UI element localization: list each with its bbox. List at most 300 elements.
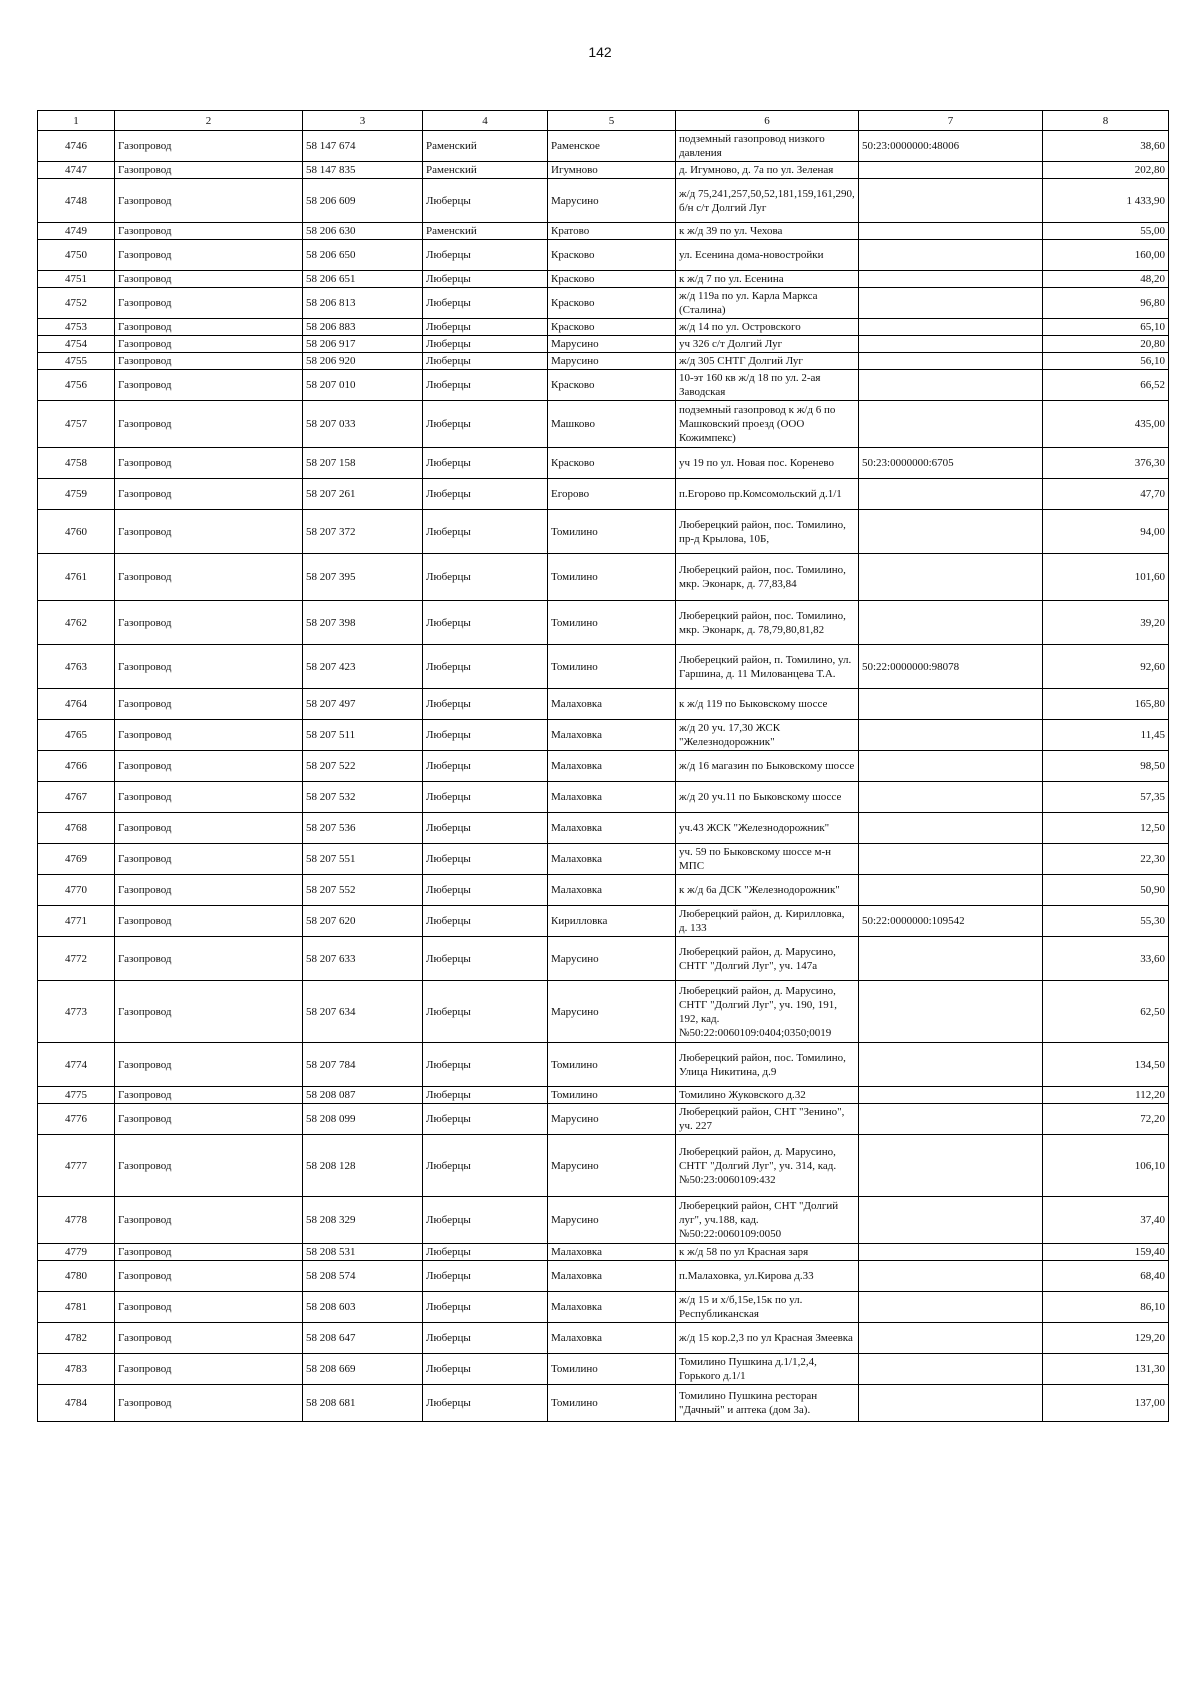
cell-object-type: Газопровод bbox=[115, 875, 303, 906]
cell-address: ж/д 75,241,257,50,52,181,159,161,290, б/н с/т Долгий Луг bbox=[676, 179, 859, 223]
cell-locality: Томилино bbox=[548, 1385, 676, 1422]
cell-inventory-number: 58 207 536 bbox=[303, 813, 423, 844]
cell-cadastral-number bbox=[859, 223, 1043, 240]
cell-cadastral-number bbox=[859, 813, 1043, 844]
cell-address: к ж/д 6а ДСК "Железнодорожник" bbox=[676, 875, 859, 906]
cell-length: 55,30 bbox=[1043, 906, 1169, 937]
cell-district: Люберцы bbox=[423, 448, 548, 479]
header-cell-6: 6 bbox=[676, 111, 859, 131]
cell-district: Люберцы bbox=[423, 1323, 548, 1354]
cell-inventory-number: 58 207 261 bbox=[303, 479, 423, 510]
cell-locality: Красково bbox=[548, 448, 676, 479]
cell-locality: Марусино bbox=[548, 179, 676, 223]
cell-district: Люберцы bbox=[423, 601, 548, 645]
cell-address: ж/д 119а по ул. Карла Маркса (Сталина) bbox=[676, 288, 859, 319]
cell-length: 48,20 bbox=[1043, 271, 1169, 288]
cell-locality: Машково bbox=[548, 401, 676, 448]
cell-cadastral-number bbox=[859, 401, 1043, 448]
cell-row-number: 4746 bbox=[38, 131, 115, 162]
cell-locality: Кратово bbox=[548, 223, 676, 240]
table-row bbox=[38, 813, 1169, 844]
cell-locality: Томилино bbox=[548, 554, 676, 601]
cell-row-number: 4770 bbox=[38, 875, 115, 906]
cell-address: ул. Есенина дома-новостройки bbox=[676, 240, 859, 271]
cell-cadastral-number bbox=[859, 336, 1043, 353]
cell-row-number: 4775 bbox=[38, 1087, 115, 1104]
table-row bbox=[38, 370, 1169, 401]
table-row bbox=[38, 131, 1169, 162]
cell-locality: Томилино bbox=[548, 1354, 676, 1385]
cell-locality: Красково bbox=[548, 240, 676, 271]
cell-inventory-number: 58 147 835 bbox=[303, 162, 423, 179]
cell-cadastral-number bbox=[859, 1261, 1043, 1292]
cell-locality: Томилино bbox=[548, 1043, 676, 1087]
cell-district: Люберцы bbox=[423, 906, 548, 937]
table-row bbox=[38, 1261, 1169, 1292]
cell-object-type: Газопровод bbox=[115, 336, 303, 353]
cell-locality: Марусино bbox=[548, 1197, 676, 1244]
cell-inventory-number: 58 206 917 bbox=[303, 336, 423, 353]
cell-length: 12,50 bbox=[1043, 813, 1169, 844]
cell-object-type: Газопровод bbox=[115, 645, 303, 689]
table-row bbox=[38, 271, 1169, 288]
cell-inventory-number: 58 208 329 bbox=[303, 1197, 423, 1244]
table-body bbox=[38, 131, 1169, 1422]
registry-table bbox=[37, 110, 1169, 1422]
table-row bbox=[38, 1087, 1169, 1104]
cell-object-type: Газопровод bbox=[115, 1323, 303, 1354]
cell-inventory-number: 58 207 532 bbox=[303, 782, 423, 813]
cell-cadastral-number bbox=[859, 844, 1043, 875]
cell-row-number: 4754 bbox=[38, 336, 115, 353]
cell-object-type: Газопровод bbox=[115, 401, 303, 448]
cell-district: Люберцы bbox=[423, 240, 548, 271]
cell-length: 57,35 bbox=[1043, 782, 1169, 813]
cell-district: Люберцы bbox=[423, 479, 548, 510]
table-row bbox=[38, 510, 1169, 554]
cell-cadastral-number: 50:23:0000000:6705 bbox=[859, 448, 1043, 479]
cell-address: Люберецкий район, пос. Томилино, мкр. Эконарк, д. 77,83,84 bbox=[676, 554, 859, 601]
cell-inventory-number: 58 207 551 bbox=[303, 844, 423, 875]
cell-length: 101,60 bbox=[1043, 554, 1169, 601]
cell-row-number: 4780 bbox=[38, 1261, 115, 1292]
cell-address: Люберецкий район, СНТ "Долгий луг", уч.188, кад.№50:22:0060109:0050 bbox=[676, 1197, 859, 1244]
header-row bbox=[38, 111, 1169, 131]
cell-address: подземный газопровод к ж/д 6 по Машковский проезд (ООО Кожимпекс) bbox=[676, 401, 859, 448]
cell-district: Раменский bbox=[423, 162, 548, 179]
cell-district: Люберцы bbox=[423, 844, 548, 875]
page-number: 142 bbox=[588, 44, 612, 60]
cell-district: Люберцы bbox=[423, 981, 548, 1043]
cell-address: к ж/д 58 по ул Красная заря bbox=[676, 1244, 859, 1261]
table-row bbox=[38, 240, 1169, 271]
cell-inventory-number: 58 207 784 bbox=[303, 1043, 423, 1087]
cell-district: Люберцы bbox=[423, 271, 548, 288]
cell-district: Люберцы bbox=[423, 288, 548, 319]
cell-address: Люберецкий район, д. Марусино, СНТГ "Долгий Луг", уч. 147а bbox=[676, 937, 859, 981]
cell-inventory-number: 58 207 423 bbox=[303, 645, 423, 689]
cell-object-type: Газопровод bbox=[115, 223, 303, 240]
cell-object-type: Газопровод bbox=[115, 1261, 303, 1292]
cell-row-number: 4771 bbox=[38, 906, 115, 937]
cell-row-number: 4763 bbox=[38, 645, 115, 689]
header-cell-2: 2 bbox=[115, 111, 303, 131]
cell-cadastral-number: 50:22:0000000:98078 bbox=[859, 645, 1043, 689]
cell-locality: Томилино bbox=[548, 601, 676, 645]
cell-address: ж/д 20 уч. 17,30 ЖСК "Железнодорожник" bbox=[676, 720, 859, 751]
cell-locality: Красково bbox=[548, 370, 676, 401]
cell-length: 160,00 bbox=[1043, 240, 1169, 271]
cell-length: 55,00 bbox=[1043, 223, 1169, 240]
cell-cadastral-number bbox=[859, 1244, 1043, 1261]
cell-cadastral-number bbox=[859, 1354, 1043, 1385]
cell-address: ж/д 15 кор.2,3 по ул Красная Змеевка bbox=[676, 1323, 859, 1354]
cell-length: 22,30 bbox=[1043, 844, 1169, 875]
cell-inventory-number: 58 207 398 bbox=[303, 601, 423, 645]
cell-object-type: Газопровод bbox=[115, 782, 303, 813]
cell-cadastral-number bbox=[859, 271, 1043, 288]
table-row bbox=[38, 336, 1169, 353]
cell-locality: Томилино bbox=[548, 1087, 676, 1104]
table-row bbox=[38, 1292, 1169, 1323]
cell-inventory-number: 58 208 099 bbox=[303, 1104, 423, 1135]
cell-inventory-number: 58 208 603 bbox=[303, 1292, 423, 1323]
table-row bbox=[38, 906, 1169, 937]
cell-inventory-number: 58 206 920 bbox=[303, 353, 423, 370]
cell-length: 96,80 bbox=[1043, 288, 1169, 319]
cell-length: 39,20 bbox=[1043, 601, 1169, 645]
cell-object-type: Газопровод bbox=[115, 1385, 303, 1422]
cell-row-number: 4752 bbox=[38, 288, 115, 319]
header-cell-3: 3 bbox=[303, 111, 423, 131]
cell-locality: Марусино bbox=[548, 981, 676, 1043]
cell-address: уч.43 ЖСК "Железнодорожник" bbox=[676, 813, 859, 844]
cell-address: ж/д 305 СНТГ Долгий Луг bbox=[676, 353, 859, 370]
cell-object-type: Газопровод bbox=[115, 1244, 303, 1261]
cell-district: Люберцы bbox=[423, 1261, 548, 1292]
cell-inventory-number: 58 207 033 bbox=[303, 401, 423, 448]
cell-locality: Малаховка bbox=[548, 875, 676, 906]
table-row bbox=[38, 1385, 1169, 1422]
cell-object-type: Газопровод bbox=[115, 162, 303, 179]
cell-row-number: 4759 bbox=[38, 479, 115, 510]
cell-locality: Томилино bbox=[548, 645, 676, 689]
cell-length: 47,70 bbox=[1043, 479, 1169, 510]
cell-address: ж/д 15 и х/б,15е,15к по ул. Республиканская bbox=[676, 1292, 859, 1323]
cell-address: Люберецкий район, пос. Томилино, пр-д Крылова, 10Б, bbox=[676, 510, 859, 554]
cell-inventory-number: 58 207 633 bbox=[303, 937, 423, 981]
cell-locality: Раменское bbox=[548, 131, 676, 162]
cell-row-number: 4751 bbox=[38, 271, 115, 288]
table-row bbox=[38, 1197, 1169, 1244]
cell-object-type: Газопровод bbox=[115, 720, 303, 751]
cell-district: Люберцы bbox=[423, 319, 548, 336]
cell-address: подземный газопровод низкого давления bbox=[676, 131, 859, 162]
cell-cadastral-number bbox=[859, 240, 1043, 271]
cell-object-type: Газопровод bbox=[115, 1197, 303, 1244]
cell-length: 65,10 bbox=[1043, 319, 1169, 336]
cell-object-type: Газопровод bbox=[115, 448, 303, 479]
cell-district: Люберцы bbox=[423, 782, 548, 813]
cell-locality: Егорово bbox=[548, 479, 676, 510]
cell-locality: Красково bbox=[548, 319, 676, 336]
cell-inventory-number: 58 207 372 bbox=[303, 510, 423, 554]
cell-address: к ж/д 119 по Быковскому шоссе bbox=[676, 689, 859, 720]
cell-object-type: Газопровод bbox=[115, 1087, 303, 1104]
cell-object-type: Газопровод bbox=[115, 131, 303, 162]
cell-object-type: Газопровод bbox=[115, 240, 303, 271]
cell-district: Люберцы bbox=[423, 1087, 548, 1104]
cell-inventory-number: 58 208 531 bbox=[303, 1244, 423, 1261]
cell-cadastral-number bbox=[859, 981, 1043, 1043]
cell-cadastral-number bbox=[859, 751, 1043, 782]
cell-inventory-number: 58 207 634 bbox=[303, 981, 423, 1043]
cell-object-type: Газопровод bbox=[115, 370, 303, 401]
header-cell-8: 8 bbox=[1043, 111, 1169, 131]
cell-length: 131,30 bbox=[1043, 1354, 1169, 1385]
table-row bbox=[38, 401, 1169, 448]
cell-district: Люберцы bbox=[423, 1197, 548, 1244]
cell-inventory-number: 58 208 681 bbox=[303, 1385, 423, 1422]
cell-length: 72,20 bbox=[1043, 1104, 1169, 1135]
cell-cadastral-number bbox=[859, 1197, 1043, 1244]
cell-address: уч. 59 по Быковскому шоссе м-н МПС bbox=[676, 844, 859, 875]
cell-locality: Марусино bbox=[548, 1104, 676, 1135]
cell-inventory-number: 58 206 630 bbox=[303, 223, 423, 240]
cell-address: п.Егорово пр.Комсомольский д.1/1 bbox=[676, 479, 859, 510]
cell-object-type: Газопровод bbox=[115, 179, 303, 223]
cell-inventory-number: 58 208 087 bbox=[303, 1087, 423, 1104]
cell-inventory-number: 58 207 497 bbox=[303, 689, 423, 720]
cell-length: 50,90 bbox=[1043, 875, 1169, 906]
cell-cadastral-number bbox=[859, 1043, 1043, 1087]
cell-inventory-number: 58 207 522 bbox=[303, 751, 423, 782]
cell-cadastral-number bbox=[859, 875, 1043, 906]
cell-object-type: Газопровод bbox=[115, 1043, 303, 1087]
cell-length: 11,45 bbox=[1043, 720, 1169, 751]
cell-address: ж/д 20 уч.11 по Быковскому шоссе bbox=[676, 782, 859, 813]
cell-cadastral-number bbox=[859, 937, 1043, 981]
cell-object-type: Газопровод bbox=[115, 906, 303, 937]
table-row bbox=[38, 179, 1169, 223]
cell-length: 112,20 bbox=[1043, 1087, 1169, 1104]
cell-district: Люберцы bbox=[423, 875, 548, 906]
cell-cadastral-number bbox=[859, 510, 1043, 554]
table-row bbox=[38, 554, 1169, 601]
cell-address: Люберецкий район, СНТ "Зенино", уч. 227 bbox=[676, 1104, 859, 1135]
cell-row-number: 4773 bbox=[38, 981, 115, 1043]
cell-district: Люберцы bbox=[423, 401, 548, 448]
table-row bbox=[38, 720, 1169, 751]
cell-address: ж/д 14 по ул. Островского bbox=[676, 319, 859, 336]
cell-address: уч 326 с/т Долгий Луг bbox=[676, 336, 859, 353]
cell-district: Люберцы bbox=[423, 1292, 548, 1323]
header-cell-4: 4 bbox=[423, 111, 548, 131]
cell-length: 129,20 bbox=[1043, 1323, 1169, 1354]
cell-object-type: Газопровод bbox=[115, 601, 303, 645]
cell-row-number: 4769 bbox=[38, 844, 115, 875]
table-row bbox=[38, 1244, 1169, 1261]
cell-row-number: 4750 bbox=[38, 240, 115, 271]
cell-cadastral-number bbox=[859, 1135, 1043, 1197]
cell-address: уч 19 по ул. Новая пос. Коренево bbox=[676, 448, 859, 479]
header-cell-7: 7 bbox=[859, 111, 1043, 131]
cell-locality: Кирилловка bbox=[548, 906, 676, 937]
cell-address: Люберецкий район, д. Кирилловка, д. 133 bbox=[676, 906, 859, 937]
cell-address: к ж/д 39 по ул. Чехова bbox=[676, 223, 859, 240]
cell-length: 1 433,90 bbox=[1043, 179, 1169, 223]
cell-length: 376,30 bbox=[1043, 448, 1169, 479]
cell-cadastral-number bbox=[859, 1104, 1043, 1135]
cell-locality: Малаховка bbox=[548, 689, 676, 720]
cell-row-number: 4781 bbox=[38, 1292, 115, 1323]
cell-locality: Томилино bbox=[548, 510, 676, 554]
cell-locality: Марусино bbox=[548, 336, 676, 353]
cell-locality: Малаховка bbox=[548, 1261, 676, 1292]
cell-address: 10-эт 160 кв ж/д 18 по ул. 2-ая Заводская bbox=[676, 370, 859, 401]
cell-locality: Марусино bbox=[548, 937, 676, 981]
cell-object-type: Газопровод bbox=[115, 1135, 303, 1197]
cell-inventory-number: 58 207 620 bbox=[303, 906, 423, 937]
cell-object-type: Газопровод bbox=[115, 1292, 303, 1323]
cell-length: 94,00 bbox=[1043, 510, 1169, 554]
cell-cadastral-number bbox=[859, 162, 1043, 179]
cell-locality: Малаховка bbox=[548, 1323, 676, 1354]
cell-address: Томилино Пушкина ресторан "Дачный" и аптека (дом 3а). bbox=[676, 1385, 859, 1422]
table-row bbox=[38, 875, 1169, 906]
cell-cadastral-number bbox=[859, 1087, 1043, 1104]
cell-object-type: Газопровод bbox=[115, 981, 303, 1043]
cell-row-number: 4772 bbox=[38, 937, 115, 981]
cell-district: Люберцы bbox=[423, 554, 548, 601]
cell-inventory-number: 58 206 883 bbox=[303, 319, 423, 336]
cell-cadastral-number bbox=[859, 1323, 1043, 1354]
cell-length: 62,50 bbox=[1043, 981, 1169, 1043]
cell-address: п.Малаховка, ул.Кирова д.33 bbox=[676, 1261, 859, 1292]
table-row bbox=[38, 751, 1169, 782]
cell-inventory-number: 58 207 158 bbox=[303, 448, 423, 479]
cell-length: 134,50 bbox=[1043, 1043, 1169, 1087]
cell-object-type: Газопровод bbox=[115, 1104, 303, 1135]
header-cell-5: 5 bbox=[548, 111, 676, 131]
cell-object-type: Газопровод bbox=[115, 937, 303, 981]
cell-object-type: Газопровод bbox=[115, 288, 303, 319]
cell-object-type: Газопровод bbox=[115, 1354, 303, 1385]
cell-locality: Марусино bbox=[548, 353, 676, 370]
cell-address: Люберецкий район, д. Марусино, СНТГ "Долгий Луг", уч. 190, 191, 192, кад. №50:22:0060109:0404;0350;0019 bbox=[676, 981, 859, 1043]
cell-address: ж/д 16 магазин по Быковскому шоссе bbox=[676, 751, 859, 782]
cell-locality: Малаховка bbox=[548, 720, 676, 751]
cell-object-type: Газопровод bbox=[115, 479, 303, 510]
table-row bbox=[38, 353, 1169, 370]
table-row bbox=[38, 162, 1169, 179]
cell-district: Люберцы bbox=[423, 1354, 548, 1385]
cell-locality: Марусино bbox=[548, 1135, 676, 1197]
cell-locality: Малаховка bbox=[548, 751, 676, 782]
cell-locality: Малаховка bbox=[548, 813, 676, 844]
table-row bbox=[38, 448, 1169, 479]
cell-inventory-number: 58 207 010 bbox=[303, 370, 423, 401]
cell-cadastral-number bbox=[859, 782, 1043, 813]
cell-cadastral-number bbox=[859, 479, 1043, 510]
cell-object-type: Газопровод bbox=[115, 271, 303, 288]
table-row bbox=[38, 223, 1169, 240]
cell-address: д. Игумново, д. 7а по ул. Зеленая bbox=[676, 162, 859, 179]
cell-row-number: 4765 bbox=[38, 720, 115, 751]
cell-row-number: 4758 bbox=[38, 448, 115, 479]
table-row bbox=[38, 479, 1169, 510]
cell-district: Люберцы bbox=[423, 813, 548, 844]
cell-object-type: Газопровод bbox=[115, 510, 303, 554]
cell-district: Люберцы bbox=[423, 720, 548, 751]
cell-locality: Малаховка bbox=[548, 782, 676, 813]
cell-district: Люберцы bbox=[423, 937, 548, 981]
cell-length: 86,10 bbox=[1043, 1292, 1169, 1323]
cell-inventory-number: 58 208 574 bbox=[303, 1261, 423, 1292]
cell-object-type: Газопровод bbox=[115, 353, 303, 370]
cell-cadastral-number bbox=[859, 179, 1043, 223]
cell-length: 56,10 bbox=[1043, 353, 1169, 370]
cell-length: 137,00 bbox=[1043, 1385, 1169, 1422]
table-row bbox=[38, 1043, 1169, 1087]
cell-length: 159,40 bbox=[1043, 1244, 1169, 1261]
cell-district: Люберцы bbox=[423, 1135, 548, 1197]
cell-district: Люберцы bbox=[423, 179, 548, 223]
table-row bbox=[38, 1354, 1169, 1385]
cell-row-number: 4774 bbox=[38, 1043, 115, 1087]
cell-inventory-number: 58 208 647 bbox=[303, 1323, 423, 1354]
cell-object-type: Газопровод bbox=[115, 844, 303, 875]
cell-inventory-number: 58 207 511 bbox=[303, 720, 423, 751]
cell-address: Люберецкий район, пос. Томилино, мкр. Эконарк, д. 78,79,80,81,82 bbox=[676, 601, 859, 645]
cell-district: Люберцы bbox=[423, 370, 548, 401]
table-row bbox=[38, 1323, 1169, 1354]
cell-length: 165,80 bbox=[1043, 689, 1169, 720]
cell-cadastral-number: 50:23:0000000:48006 bbox=[859, 131, 1043, 162]
cell-row-number: 4764 bbox=[38, 689, 115, 720]
cell-row-number: 4766 bbox=[38, 751, 115, 782]
cell-row-number: 4767 bbox=[38, 782, 115, 813]
cell-address: к ж/д 7 по ул. Есенина bbox=[676, 271, 859, 288]
table-row bbox=[38, 1104, 1169, 1135]
cell-length: 38,60 bbox=[1043, 131, 1169, 162]
cell-object-type: Газопровод bbox=[115, 689, 303, 720]
cell-length: 202,80 bbox=[1043, 162, 1169, 179]
cell-inventory-number: 58 207 395 bbox=[303, 554, 423, 601]
cell-cadastral-number bbox=[859, 353, 1043, 370]
cell-inventory-number: 58 206 651 bbox=[303, 271, 423, 288]
cell-district: Раменский bbox=[423, 223, 548, 240]
cell-length: 37,40 bbox=[1043, 1197, 1169, 1244]
cell-object-type: Газопровод bbox=[115, 751, 303, 782]
cell-row-number: 4747 bbox=[38, 162, 115, 179]
table-row bbox=[38, 782, 1169, 813]
cell-address: Томилино Жуковского д.32 bbox=[676, 1087, 859, 1104]
table-row bbox=[38, 319, 1169, 336]
cell-cadastral-number bbox=[859, 1385, 1043, 1422]
table-row bbox=[38, 937, 1169, 981]
cell-locality: Красково bbox=[548, 288, 676, 319]
cell-row-number: 4784 bbox=[38, 1385, 115, 1422]
cell-length: 435,00 bbox=[1043, 401, 1169, 448]
cell-object-type: Газопровод bbox=[115, 554, 303, 601]
cell-locality: Красково bbox=[548, 271, 676, 288]
cell-cadastral-number bbox=[859, 689, 1043, 720]
cell-inventory-number: 58 206 609 bbox=[303, 179, 423, 223]
cell-row-number: 4762 bbox=[38, 601, 115, 645]
cell-inventory-number: 58 208 669 bbox=[303, 1354, 423, 1385]
cell-length: 33,60 bbox=[1043, 937, 1169, 981]
